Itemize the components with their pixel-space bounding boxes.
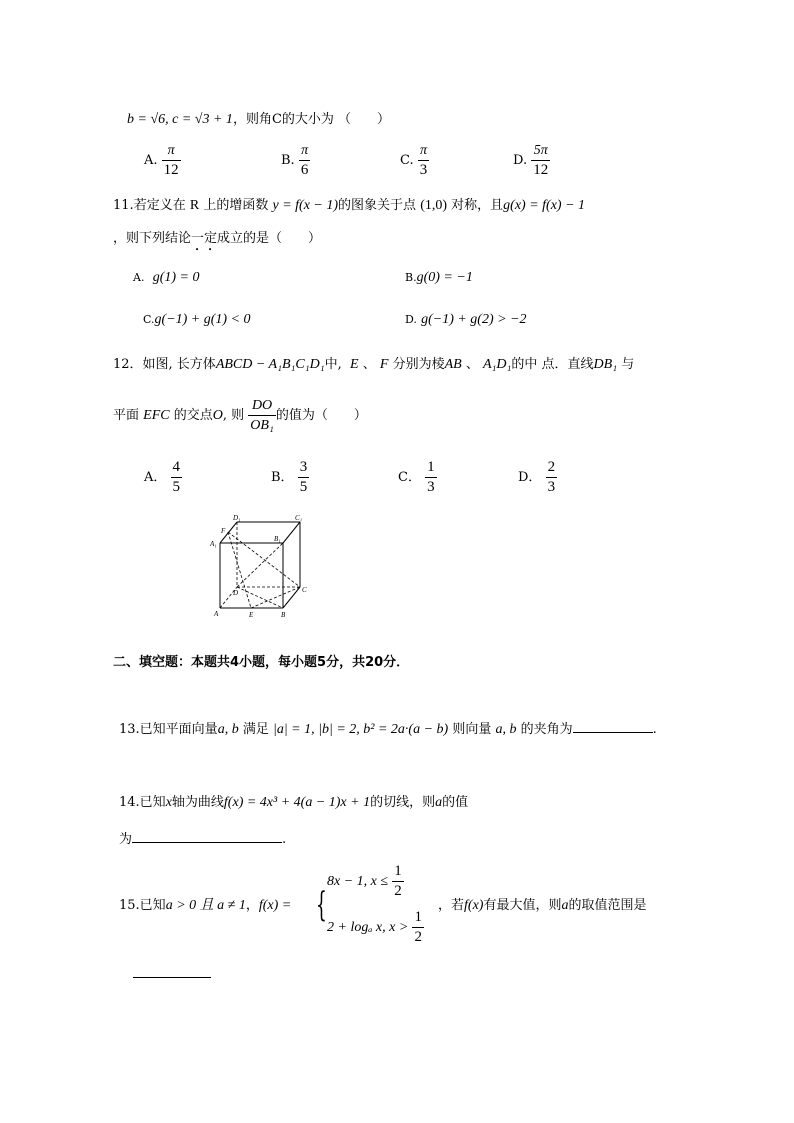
text: 分别为棱 — [392, 357, 445, 372]
option-fraction — [162, 141, 181, 180]
answer-blank[interactable] — [573, 732, 653, 733]
q11-option-d — [405, 312, 527, 328]
text: 成立的是（ ） — [217, 231, 322, 246]
label-C1: C₁ — [295, 514, 303, 522]
option-expr: g(0) = −1 — [416, 270, 473, 285]
q10-stem-text: ，则角C的大小为 （ ） — [232, 112, 391, 127]
q12-option-c — [398, 458, 437, 497]
math: a, b — [217, 722, 239, 737]
math: DB₁ — [593, 357, 618, 372]
half-fraction — [392, 862, 404, 901]
label-D1: D₁ — [233, 514, 241, 522]
diagonal-DB1 — [237, 543, 283, 587]
q11-line1 — [113, 194, 585, 214]
text: 的夹角为 — [520, 722, 573, 737]
label-E: E — [249, 611, 254, 619]
text: 的取值范围是 — [568, 898, 647, 913]
text: ，则下列结论 — [113, 231, 192, 246]
text: . — [282, 832, 287, 847]
option-label: C． — [398, 470, 421, 485]
denominator: 3 — [419, 162, 428, 178]
q14-line2 — [119, 828, 286, 847]
denominator: 2 — [394, 883, 402, 899]
numerator: 2 — [546, 458, 558, 478]
q14-line1 — [119, 791, 468, 811]
text: 轴为曲线 — [171, 795, 224, 810]
text: 的切线，则 — [370, 795, 436, 810]
denominator: 12 — [533, 162, 549, 178]
question-number: 12 — [113, 357, 130, 372]
text: 、 — [465, 357, 479, 372]
option-fraction — [298, 458, 310, 497]
denominator: 6 — [300, 162, 309, 178]
ratio-fraction — [248, 396, 276, 435]
text: 的值 — [442, 795, 469, 810]
option-fraction — [299, 141, 311, 180]
math: 2 + logₐ x, x > — [327, 920, 409, 935]
text: 则向量 — [452, 722, 492, 737]
q10-option-a — [144, 141, 181, 180]
q15-case1 — [327, 862, 404, 901]
q12-line2 — [113, 396, 367, 435]
q12-option-b — [271, 458, 309, 497]
math: R — [189, 198, 200, 213]
math: a, b — [495, 722, 517, 737]
text: ，若 — [438, 898, 465, 913]
numerator: 1 — [412, 908, 424, 928]
option-label: A． — [144, 470, 167, 485]
label-D: D — [233, 589, 239, 597]
answer-blank[interactable] — [133, 965, 211, 978]
q10-option-d — [513, 141, 550, 180]
label-B: B — [281, 611, 286, 619]
numerator: DO — [248, 396, 276, 416]
text: 、 — [362, 357, 376, 372]
q10-option-c — [400, 141, 429, 180]
numerator: π — [162, 141, 181, 161]
segment-FC — [228, 532, 300, 587]
label-B1: B₁ — [274, 535, 281, 543]
text: 的交点 — [173, 408, 213, 423]
option-fraction — [531, 141, 550, 180]
math: ABCD − A₁B₁C₁D₁ — [215, 357, 325, 372]
q10-option-b — [281, 141, 310, 180]
q11-option-a — [133, 270, 200, 286]
text: 14.已知 — [119, 795, 166, 810]
piecewise-brace: { — [316, 885, 327, 925]
math: A₁D₁ — [482, 357, 512, 372]
q12-option-a — [144, 458, 182, 497]
text: 若定义在 — [133, 198, 186, 213]
label-F: F — [221, 527, 226, 535]
emphasis-text: 一定 — [191, 231, 218, 246]
question-number: 11. — [113, 198, 134, 213]
text: 的图象关于点 — [338, 198, 417, 213]
option-label: B． — [271, 470, 294, 485]
denominator: 12 — [163, 162, 179, 178]
option-label: B. — [405, 271, 417, 284]
math: f(x) — [464, 898, 484, 913]
q15-tail — [438, 894, 646, 914]
label-A1: A₁ — [210, 540, 217, 548]
option-fraction — [546, 458, 558, 497]
option-label: A. — [144, 153, 158, 168]
denominator: 2 — [414, 929, 422, 945]
numerator: 1 — [392, 862, 404, 882]
math: |a| = 1, |b| = 2, b² = 2a·(a − b) — [272, 722, 449, 737]
math: x — [165, 795, 172, 810]
denominator: 3 — [427, 479, 435, 495]
math: 8x − 1, x ≤ — [327, 874, 389, 889]
q15-case2 — [327, 908, 424, 947]
q10-stem — [127, 108, 390, 128]
q15-lead — [119, 894, 291, 914]
option-fraction — [171, 458, 183, 497]
numerator: π — [299, 141, 311, 161]
denominator: 5 — [172, 479, 181, 495]
q12-option-d — [518, 458, 557, 497]
text: 对称，且 — [451, 198, 504, 213]
option-label: D． — [518, 470, 542, 485]
math: f(x) = — [258, 898, 292, 913]
math: y = f(x − 1) — [272, 198, 339, 213]
text: ．如图, 长方体 — [129, 357, 216, 372]
option-expr: g(1) = 0 — [152, 270, 200, 285]
text: 满足 — [242, 722, 269, 737]
numerator: 3 — [298, 458, 310, 478]
option-expr: g(−1) + g(2) > −2 — [421, 312, 527, 327]
text: 为 — [119, 832, 133, 847]
math: EFC — [143, 408, 170, 423]
denominator: 5 — [299, 479, 308, 495]
numerator: 5π — [531, 141, 550, 161]
math: a — [561, 898, 569, 913]
q11-option-c — [143, 312, 251, 328]
math: (1,0) — [420, 198, 448, 213]
math: a — [435, 795, 443, 810]
cuboid-figure — [205, 510, 320, 622]
text: 的值为（ ） — [275, 408, 367, 423]
text: 与 — [621, 357, 635, 372]
q11-option-b — [405, 270, 473, 286]
q11-line2 — [113, 227, 321, 254]
option-expr: g(−1) + g(1) < 0 — [154, 312, 251, 327]
math: g(x) = f(x) − 1 — [503, 198, 586, 213]
text: . — [652, 722, 657, 737]
math: a > 0 且 a ≠ 1 — [165, 898, 246, 913]
numerator: 4 — [171, 458, 183, 478]
q10-stem-math: b = √6, c = √3 + 1 — [127, 112, 233, 127]
label-C: C — [302, 586, 307, 594]
math: O — [212, 408, 223, 423]
text: ， — [245, 898, 259, 913]
option-label: C. — [143, 313, 155, 326]
math: f(x) = 4x³ + 4(a − 1)x + 1 — [223, 795, 371, 810]
option-fraction — [418, 141, 430, 180]
edge-BC — [283, 587, 300, 608]
label-A: A — [214, 610, 219, 618]
math: AB — [444, 357, 462, 372]
q12-line1 — [113, 353, 634, 373]
option-label: C. — [400, 153, 414, 168]
denominator: 3 — [547, 479, 556, 495]
text: 的中 点．直线 — [511, 357, 594, 372]
half-fraction — [412, 908, 424, 947]
option-label: A. — [133, 271, 145, 284]
text: , 则 — [222, 408, 245, 423]
text: 上的增函数 — [203, 198, 269, 213]
text: 中, — [324, 357, 342, 372]
section-title: 二、填空题：本题共4小题，每小题5分，共20分． — [113, 655, 410, 670]
text: 平面 — [113, 408, 140, 423]
numerator: 1 — [425, 458, 437, 478]
text: 15.已知 — [119, 898, 166, 913]
q13-line — [119, 718, 657, 738]
math: F — [379, 357, 389, 372]
answer-blank[interactable] — [132, 842, 282, 843]
math: E — [350, 357, 359, 372]
text: 有最大值，则 — [483, 898, 562, 913]
option-fraction — [425, 458, 437, 497]
option-label: D. — [513, 153, 528, 168]
text: 13.已知平面向量 — [119, 722, 218, 737]
numerator: π — [418, 141, 430, 161]
q15-blank-line — [133, 965, 211, 982]
denominator: OB₁ — [250, 418, 274, 433]
option-label: B. — [281, 153, 295, 168]
option-label: D. — [405, 313, 417, 326]
edge-B1C1 — [283, 522, 300, 543]
